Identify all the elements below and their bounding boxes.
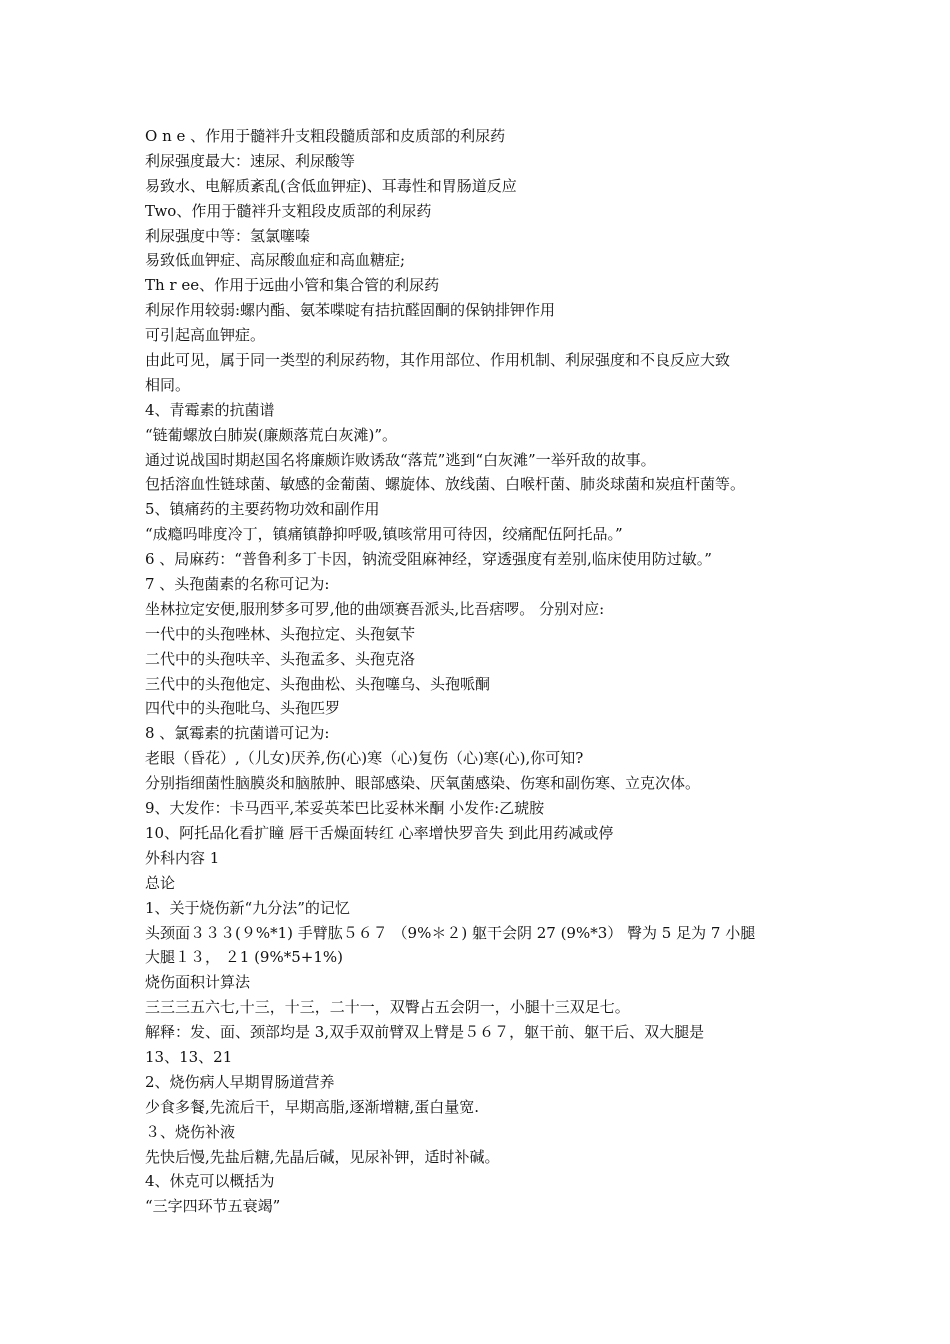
section-heading: 1、关于烧伤新“九分法”的记忆 bbox=[145, 898, 350, 917]
text-line: 大腿１３， ２1 (9%*5+1%) bbox=[145, 948, 343, 967]
text-line: 一代中的头孢唑林、头孢拉定、头孢氨苄 bbox=[145, 624, 416, 643]
text-line: 二代中的头孢呋辛、头孢孟多、头孢克洛 bbox=[145, 649, 416, 668]
text-line: 利尿强度最大：速尿、利尿酸等 bbox=[145, 151, 356, 170]
section-heading: 10、阿托品化看扩瞳 唇干舌燥面转红 心率增快罗音失 到此用药减或停 bbox=[145, 823, 614, 842]
text-line: “三字四环节五衰竭” bbox=[145, 1197, 281, 1216]
text-line: 易致低血钾症、高尿酸血症和高血糖症; bbox=[145, 251, 406, 270]
text-line: 通过说战国时期赵国名将廉颇诈败诱敌“落荒”逃到“白灰滩”一举歼敌的故事。 bbox=[145, 450, 656, 469]
text-line: 分别指细菌性脑膜炎和脑脓肿、眼部感染、厌氧菌感染、伤寒和副伤寒、立克次体。 bbox=[145, 774, 701, 793]
text-line: Two、作用于髓袢升支粗段皮质部的利尿药 bbox=[145, 201, 432, 220]
text-line: 可引起高血钾症。 bbox=[145, 326, 266, 345]
text-line: 利尿作用较弱:螺内酯、氨苯喋啶有拮抗醛固酮的保钠排钾作用 bbox=[145, 301, 556, 320]
text-line: 老眼（昏花）,（儿女)厌养,伤(心)寒（心)复伤（心)寒(心),你可知? bbox=[145, 749, 584, 768]
text-line: 相同。 bbox=[145, 375, 191, 394]
section-heading: 4、青霉素的抗菌谱 bbox=[145, 400, 275, 419]
section-heading: 8 、氯霉素的抗菌谱可记为: bbox=[145, 724, 330, 743]
text-line: 坐林拉定安便,服刑梦多可罗,他的曲颂赛吾派头,比吾痞啰。 分别对应: bbox=[145, 599, 605, 618]
text-line: 利尿强度中等：氢氯噻嗪 bbox=[145, 226, 311, 245]
document-body bbox=[145, 124, 813, 1219]
text-line: 四代中的头孢吡乌、头孢匹罗 bbox=[145, 699, 341, 718]
text-line: 先快后慢,先盐后糖,先晶后碱，见尿补钾，适时补碱。 bbox=[145, 1147, 500, 1166]
text-line: 易致水、电解质紊乱(含低血钾症)、耳毒性和胃肠道反应 bbox=[145, 176, 517, 195]
text-line: 13、13、21 bbox=[145, 1047, 233, 1066]
text-line: “链葡螺放白肺炭(廉颇落荒白灰滩)”。 bbox=[145, 425, 398, 444]
text-line: O n e 、作用于髓袢升支粗段髓质部和皮质部的利尿药 bbox=[145, 127, 506, 145]
text-line: 烧伤面积计算法 bbox=[145, 973, 251, 992]
text-line: 解释：发、面、颈部均是 3,双手双前臂双上臂是５６７，躯干前、躯干后、双大腿是 bbox=[145, 1023, 705, 1042]
section-heading: 9、大发作：卡马西平,苯妥英苯巴比妥林米酮 小发作:乙琥胺 bbox=[145, 799, 545, 818]
text-line: 三三三五六七,十三，十三，二十一，双臀占五会阴一，小腿十三双足七。 bbox=[145, 998, 630, 1017]
text-line: Th r ee、作用于远曲小管和集合管的利尿药 bbox=[145, 276, 440, 295]
text-line: 头颈面３３３(９%*1) 手臂肱５６７ （9%＊２) 躯干会阴 27 (9%*3） 臀为 5 足为 7 小腿 bbox=[145, 923, 756, 942]
section-heading: ３、烧伤补液 bbox=[145, 1122, 236, 1141]
section-heading: 2、烧伤病人早期胃肠道营养 bbox=[145, 1072, 335, 1091]
section-heading: 5、镇痛药的主要药物功效和副作用 bbox=[145, 500, 380, 519]
section-heading: 4、休克可以概括为 bbox=[145, 1172, 275, 1191]
text-line: “成瘾吗啡度冷丁，镇痛镇静抑呼吸,镇咳常用可待因，绞痛配伍阿托品。” bbox=[145, 525, 623, 544]
section-heading: 7 、头孢菌素的名称可记为: bbox=[145, 575, 330, 594]
section-heading: 6 、局麻药：“普鲁利多丁卡因，钠流受阻麻神经，穿透强度有差别,临床使用防过敏。” bbox=[145, 550, 712, 569]
text-line: 由此可见，属于同一类型的利尿药物，其作用部位、作用机制、利尿强度和不良反应大致 bbox=[145, 351, 731, 370]
text-line: 包括溶血性链球菌、敏感的金葡菌、螺旋体、放线菌、白喉杆菌、肺炎球菌和炭疽杆菌等。 bbox=[145, 475, 746, 494]
chapter-heading: 外科内容 1 bbox=[145, 848, 220, 867]
text-line: 三代中的头孢他定、头孢曲松、头孢噻乌、头孢哌酮 bbox=[145, 674, 491, 693]
chapter-heading: 总论 bbox=[145, 873, 176, 892]
text-line: 少食多餐,先流后干，早期高脂,逐渐增糖,蛋白量宽. bbox=[145, 1097, 480, 1116]
